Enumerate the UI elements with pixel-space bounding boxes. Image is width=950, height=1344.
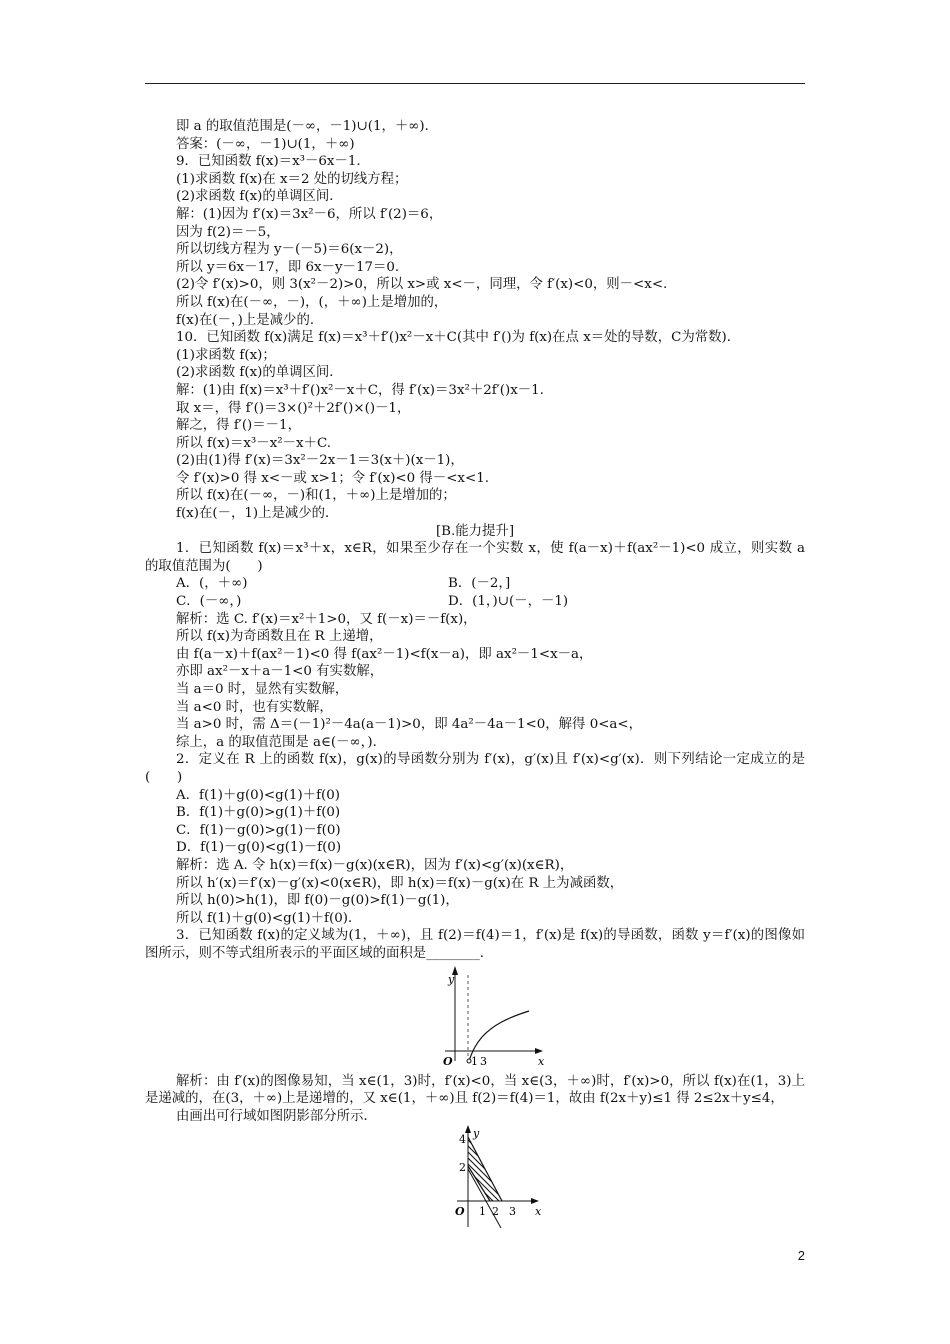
origin-label: O xyxy=(455,1205,465,1219)
text-line: 所以 f(x)在(－∞，－)，(，＋∞)上是增加的， xyxy=(176,294,448,310)
text-line: 答案：(－∞，－1)∪(1，＋∞) xyxy=(176,136,355,152)
question-3-stem: 3．已知函数 f(x)的定义域为(1，＋∞)，且 f(2)＝f(4)＝1，f′(x)是 f(x)的导函数，函数 y＝f′(x)的图像如图所示，则不等式组所表示的平面区域的面积是________． xyxy=(145,928,805,961)
solution-line: 由画出可行域如图阴影部分所示． xyxy=(176,1108,377,1124)
derivative-curve xyxy=(469,1011,529,1061)
text-line: 令 f′(x)>0 得 x<－或 x>1；令 f′(x)<0 得－<x<1. xyxy=(176,470,489,486)
question-1-options-row xyxy=(145,593,805,611)
text-line: 解之，得 f′()＝－1， xyxy=(176,418,301,434)
text-line: f(x)在(－，)上是减少的． xyxy=(176,312,324,328)
origin-label: O xyxy=(443,1054,453,1068)
solution-line: 所以 h′(x)＝f′(x)－g′(x)<0(x∈R)，即 h(x)＝f(x)－g(x)在 R 上为减函数， xyxy=(176,875,624,891)
option-c: C．(－∞，) xyxy=(176,594,242,610)
x-tick-3: 3 xyxy=(509,1205,516,1219)
solution-line: 由 f(a－x)＋f(ax²－1)<0 得 f(ax²－1)<f(x－a)，即 ax²－1<x－a， xyxy=(176,646,593,662)
text-line: (2)求函数 f(x)的单调区间． xyxy=(176,365,343,381)
solution-line: 解析：选 C. f′(x)＝x²＋1>0，又 f(－x)＝－f(x)， xyxy=(176,611,477,627)
solution-line: 当 a<0 时，也有实数解， xyxy=(176,699,333,715)
question-10: 10．已知函数 f(x)满足 f(x)＝x³＋f′()x²－x＋C(其中 f′()为 f(x)在点 x＝处的导数，C为常数)． xyxy=(176,330,741,346)
text-line: 解：(1)由 f(x)＝x³＋f′()x²－x＋C，得 f′(x)＝3x²＋2f′()x－1. xyxy=(176,382,544,398)
derivative-graph-figure xyxy=(145,963,805,1073)
x-axis-arrow-icon xyxy=(531,1198,539,1204)
text-line: 因为 f(2)＝－5， xyxy=(176,224,280,240)
solution-line: 当 a＝0 时，显然有实数解， xyxy=(176,682,349,697)
text-line: (2)求函数 f(x)的单调区间． xyxy=(176,189,343,205)
text-line: f(x)在(－，1)上是减少的． xyxy=(176,506,339,522)
option-d: D．(1，)∪(－，－1) xyxy=(448,594,569,610)
solution-line: 所以 f(1)＋g(0)<g(1)＋f(0)． xyxy=(176,910,362,926)
x-axis-label: x xyxy=(538,1054,545,1068)
tick-label-3: 3 xyxy=(480,1054,487,1068)
solution-line: 解析：选 A. 令 h(x)＝f(x)－g(x)(x∈R)，因为 f′(x)<g′(x)(x∈R)， xyxy=(176,857,574,873)
option-a: A．f(1)＋g(0)<g(1)＋f(0) xyxy=(176,787,340,803)
text-line: 所以切线方程为 y－(－5)＝6(x－2)， xyxy=(176,242,403,258)
option-b: B．f(1)＋g(0)>g(1)＋f(0) xyxy=(176,805,341,821)
y-axis-label: y xyxy=(448,972,455,986)
text-line: (1)求函数 f(x)在 x＝2 处的切线方程； xyxy=(176,171,408,187)
text-line: (2)令 f′(x)>0，则 3(x²－2)>0，所以 x>或 x<－，同理，令 f′(x)<0，则－<x<. xyxy=(176,277,668,293)
page-number: 2 xyxy=(797,1248,805,1263)
solution-line: 亦即 ax²－x＋a－1<0 有实数解， xyxy=(176,664,384,680)
text-line: (1)求函数 f(x)； xyxy=(176,347,276,363)
x-tick-2: 2 xyxy=(492,1205,499,1219)
option-b: B．(－2，] xyxy=(448,576,511,592)
header-rule xyxy=(145,83,805,84)
solution-line: 所以 f(x)为奇函数且在 R 上递增， xyxy=(176,629,383,645)
derivative-graph xyxy=(145,963,805,1073)
y-axis-arrow-icon xyxy=(465,1125,471,1133)
text-line: 所以 f(x)＝x³－x²－x＋C. xyxy=(176,435,331,451)
feasible-region-figure xyxy=(145,1125,805,1237)
text-line: 所以 f(x)在(－∞，－)和(1，＋∞)上是增加的； xyxy=(176,488,456,504)
question-1-stem: 1．已知函数 f(x)＝x³＋x，x∈R，如果至少存在一个实数 x，使 f(a－x)＋f(ax²－1)<0 成立，则实数 a 的取值范围为( ) xyxy=(145,541,805,574)
text-line: 取 x＝，得 f′()＝3×()²＋2f′()×()－1， xyxy=(176,400,411,416)
x-axis-arrow-icon xyxy=(535,1048,543,1054)
document-body xyxy=(145,118,805,1237)
option-d: D．f(1)－g(0)<g(1)－f(0) xyxy=(176,840,342,856)
option-c: C．f(1)－g(0)>g(1)－f(0) xyxy=(176,822,341,838)
solution-line: 当 a>0 时，需 Δ＝(－1)²－4a(a－1)>0，即 4a²－4a－1<0，解得 0<a<， xyxy=(176,717,643,733)
solution-line: 综上，a 的取值范围是 a∈(－∞，)． xyxy=(176,734,386,750)
x-tick-1: 1 xyxy=(479,1205,486,1219)
question-2-stem: 2．定义在 R 上的函数 f(x)，g(x)的导函数分别为 f′(x)，g′(x)且 f′(x)<g′(x)．则下列结论一定成立的是( ) xyxy=(145,752,805,785)
feasible-region-graph xyxy=(145,1125,805,1237)
y-tick-4: 4 xyxy=(459,1133,466,1147)
text-line: 即 a 的取值范围是(－∞，－1)∪(1，＋∞)． xyxy=(176,119,439,134)
y-axis-label: y xyxy=(473,1127,480,1141)
tick-label-1: 1 xyxy=(471,1054,478,1068)
text-line: 9．已知函数 f(x)＝x³－6x－1. xyxy=(176,154,361,170)
shaded-region xyxy=(415,1135,533,1205)
solution-line: 所以 h(0)>h(1)，即 f(0)－g(0)>f(1)－g(1)， xyxy=(176,893,459,909)
y-tick-2: 2 xyxy=(459,1161,466,1175)
section-heading: [B.能力提升] xyxy=(435,523,515,539)
x-axis-label: x xyxy=(535,1205,542,1219)
question-1-options-row xyxy=(145,575,805,593)
text-line: 所以 y＝6x－17，即 6x－y－17＝0. xyxy=(176,259,400,275)
option-a: A．(，＋∞) xyxy=(176,576,248,592)
text-line: (2)由(1)得 f′(x)＝3x²－2x－1＝3(x＋)(x－1)， xyxy=(176,453,464,469)
question-3-solution: 解析：由 f′(x)的图像易知，当 x∈(1，3)时，f′(x)<0，当 x∈(3，＋∞)时，f′(x)>0，所以 f(x)在(1，3)上是递减的，在(3，＋∞)上是递增的，又 x∈(1，＋∞)且 f(2)＝f(4)＝1，故由 f(2x＋y)≤1 得 2≤2x＋y≤4， xyxy=(145,1073,805,1107)
text-line: 解：(1)因为 f′(x)＝3x²－6，所以 f′(2)＝6， xyxy=(176,206,443,222)
